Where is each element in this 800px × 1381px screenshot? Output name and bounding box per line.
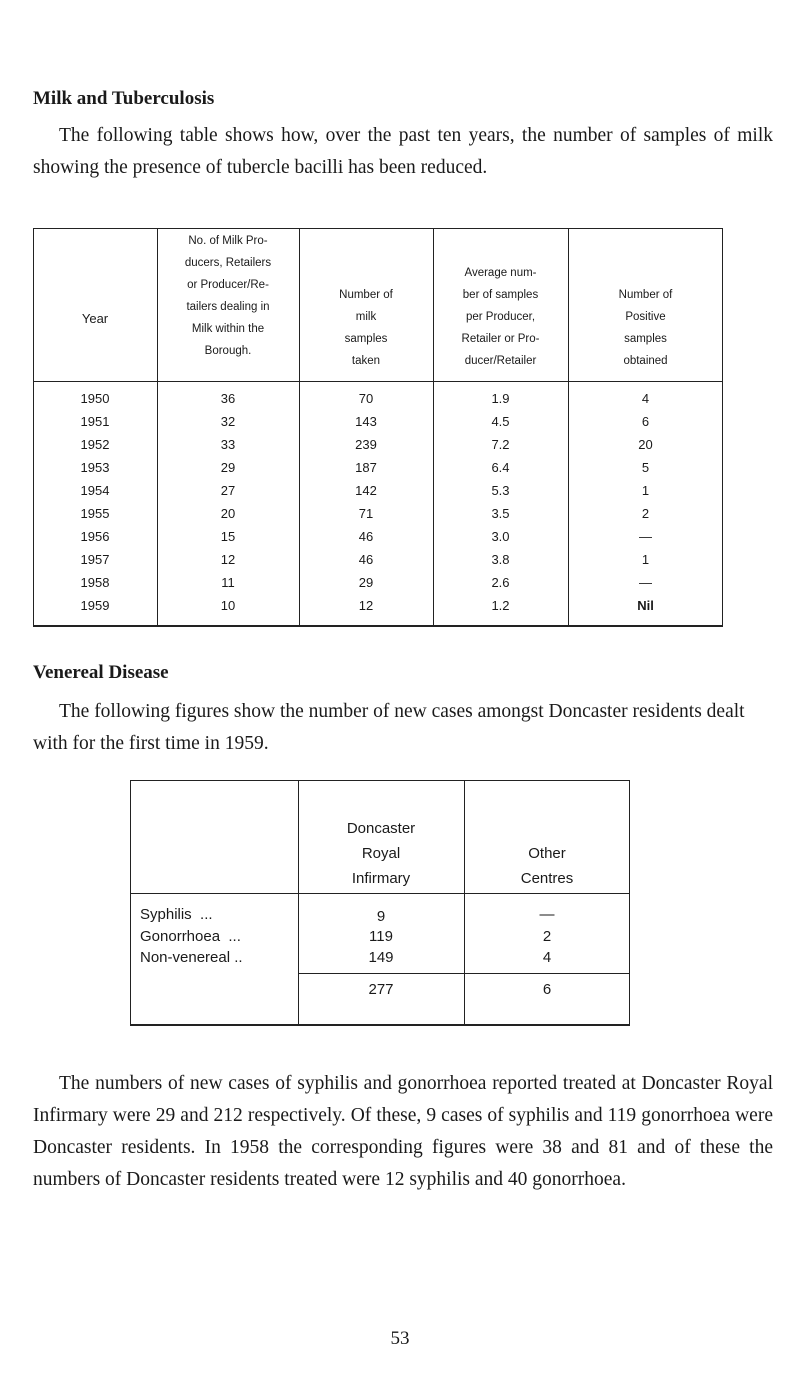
milk-intro	[33, 120, 773, 184]
vd-header-other: Other Centres	[520, 845, 574, 887]
vd-table	[130, 780, 630, 1025]
table-row: 1953 29 187 6.4 5	[80, 460, 650, 475]
table-row: 1958 11 29 2.6 —	[80, 575, 652, 590]
milk-heading: Milk and Tuberculosis	[33, 88, 215, 109]
vd-closing	[33, 1068, 773, 1196]
vd-heading: Venereal Disease	[33, 662, 169, 683]
table-row: 1957 12 46 3.8 1	[80, 552, 650, 567]
table-row: 1950 36 70 1.9 4	[80, 391, 650, 406]
table-row: 1959 10 12 1.2 Nil	[80, 598, 654, 613]
vd-cell: 2	[542, 928, 552, 945]
table-row: 1951 32 143 4.5 6	[80, 414, 650, 429]
vd-cell: 9	[376, 908, 386, 925]
milk-table	[33, 228, 723, 626]
milk-header-year: Year	[81, 311, 109, 326]
table-row: 1955 20 71 3.5 2	[80, 506, 650, 521]
vd-intro-text: The following figures show the number of new cases amongst Doncaster residents dealt with for the first time in 1959.	[33, 701, 745, 754]
vd-intro	[33, 696, 773, 760]
vd-cell: 119	[369, 928, 393, 945]
vd-cell: —	[539, 906, 555, 923]
vd-cell: 149	[368, 949, 394, 966]
vd-row-label: Gonorrhoea ...	[140, 928, 241, 945]
vd-header-infirmary: Doncaster Royal Infirmary	[346, 820, 416, 887]
table-row: 1952 33 239 7.2 20	[80, 437, 653, 452]
milk-header-average: Average num- ber of samples per Producer, Retailer or Pro- ducer/Retailer	[461, 267, 540, 367]
vd-row-label: Non-venereal ..	[140, 949, 243, 966]
vd-row-label: Syphilis ...	[140, 906, 213, 923]
vd-closing-text: The numbers of new cases of syphilis and gonorrhoea reported treated at Doncaster Royal Infirmary were 29 and 212 respectively. Of these, 9 cases of syphilis and 119 gonorrhoea were Doncaster residents. In 1958 the corresponding figures were 38 and 81 and of these the numbers of Doncaster residents treated were 12 syphilis and 40 gonorrhoea.	[33, 1073, 773, 1190]
table-row: 1954 27 142 5.3 1	[80, 483, 650, 498]
milk-header-producers: No. of Milk Pro- ducers, Retailers or Producer/Re- tailers dealing in Milk within the Borough.	[184, 235, 272, 357]
vd-cell: 4	[542, 949, 552, 966]
table-row: 1956 15 46 3.0 —	[80, 529, 652, 544]
milk-intro-text: The following table shows how, over the past ten years, the number of samples of milk showing the presence of tubercle bacilli has been reduced.	[33, 125, 773, 178]
vd-total: 6	[542, 981, 552, 998]
page-number: 53	[390, 1328, 410, 1349]
vd-total: 277	[368, 981, 394, 998]
milk-header-samples: Number of milk samples taken	[339, 289, 393, 367]
milk-header-positive: Number of Positive samples obtained	[618, 289, 673, 367]
